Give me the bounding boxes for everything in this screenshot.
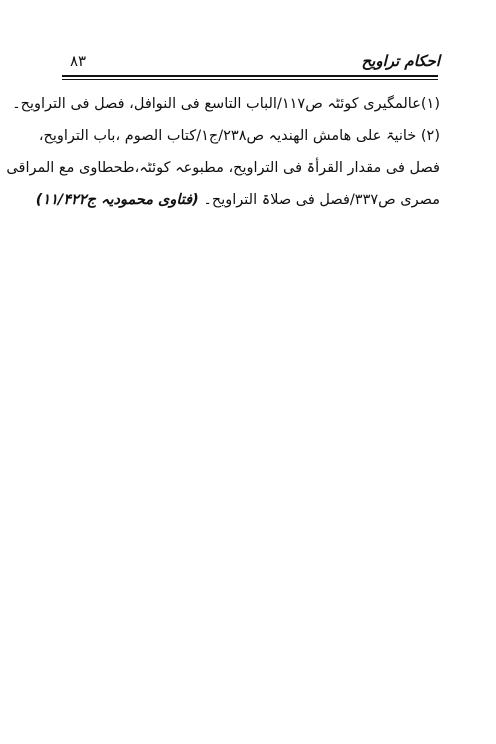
page-header (60, 52, 440, 76)
header-title: احکام تراویح (361, 52, 440, 70)
header-divider (62, 75, 438, 77)
page-number: ۸۳ (70, 52, 87, 70)
footnotes-block (6, 88, 440, 216)
footnote-line-2: (۲) خانیۃ علی ھامش الھندیہ ص۲۳۸/ج۱/کتاب الصوم ،باب التراویح، (38, 128, 440, 144)
fatawa-reference: (فتاوی محمودیہ ج۱۱/۴۲۲) (35, 192, 199, 208)
footnote-line-4 (35, 184, 440, 216)
header-divider-thin (62, 79, 438, 80)
footnote-line-3: فصل فی مقدار القرأۃ فی التراویح، مطبوعہ کوئٹہ،طحطاوی مع المراقی (6, 160, 440, 176)
footnote-line-4-main: مصری ص۳۳۷/فصل فی صلاۃ التراویح۔ (203, 192, 440, 208)
footnote-line-1: (۱)عالمگیری کوئٹہ ص۱۱۷/الباب التاسع فی النوافل، فصل فی التراویح۔ (12, 96, 440, 112)
